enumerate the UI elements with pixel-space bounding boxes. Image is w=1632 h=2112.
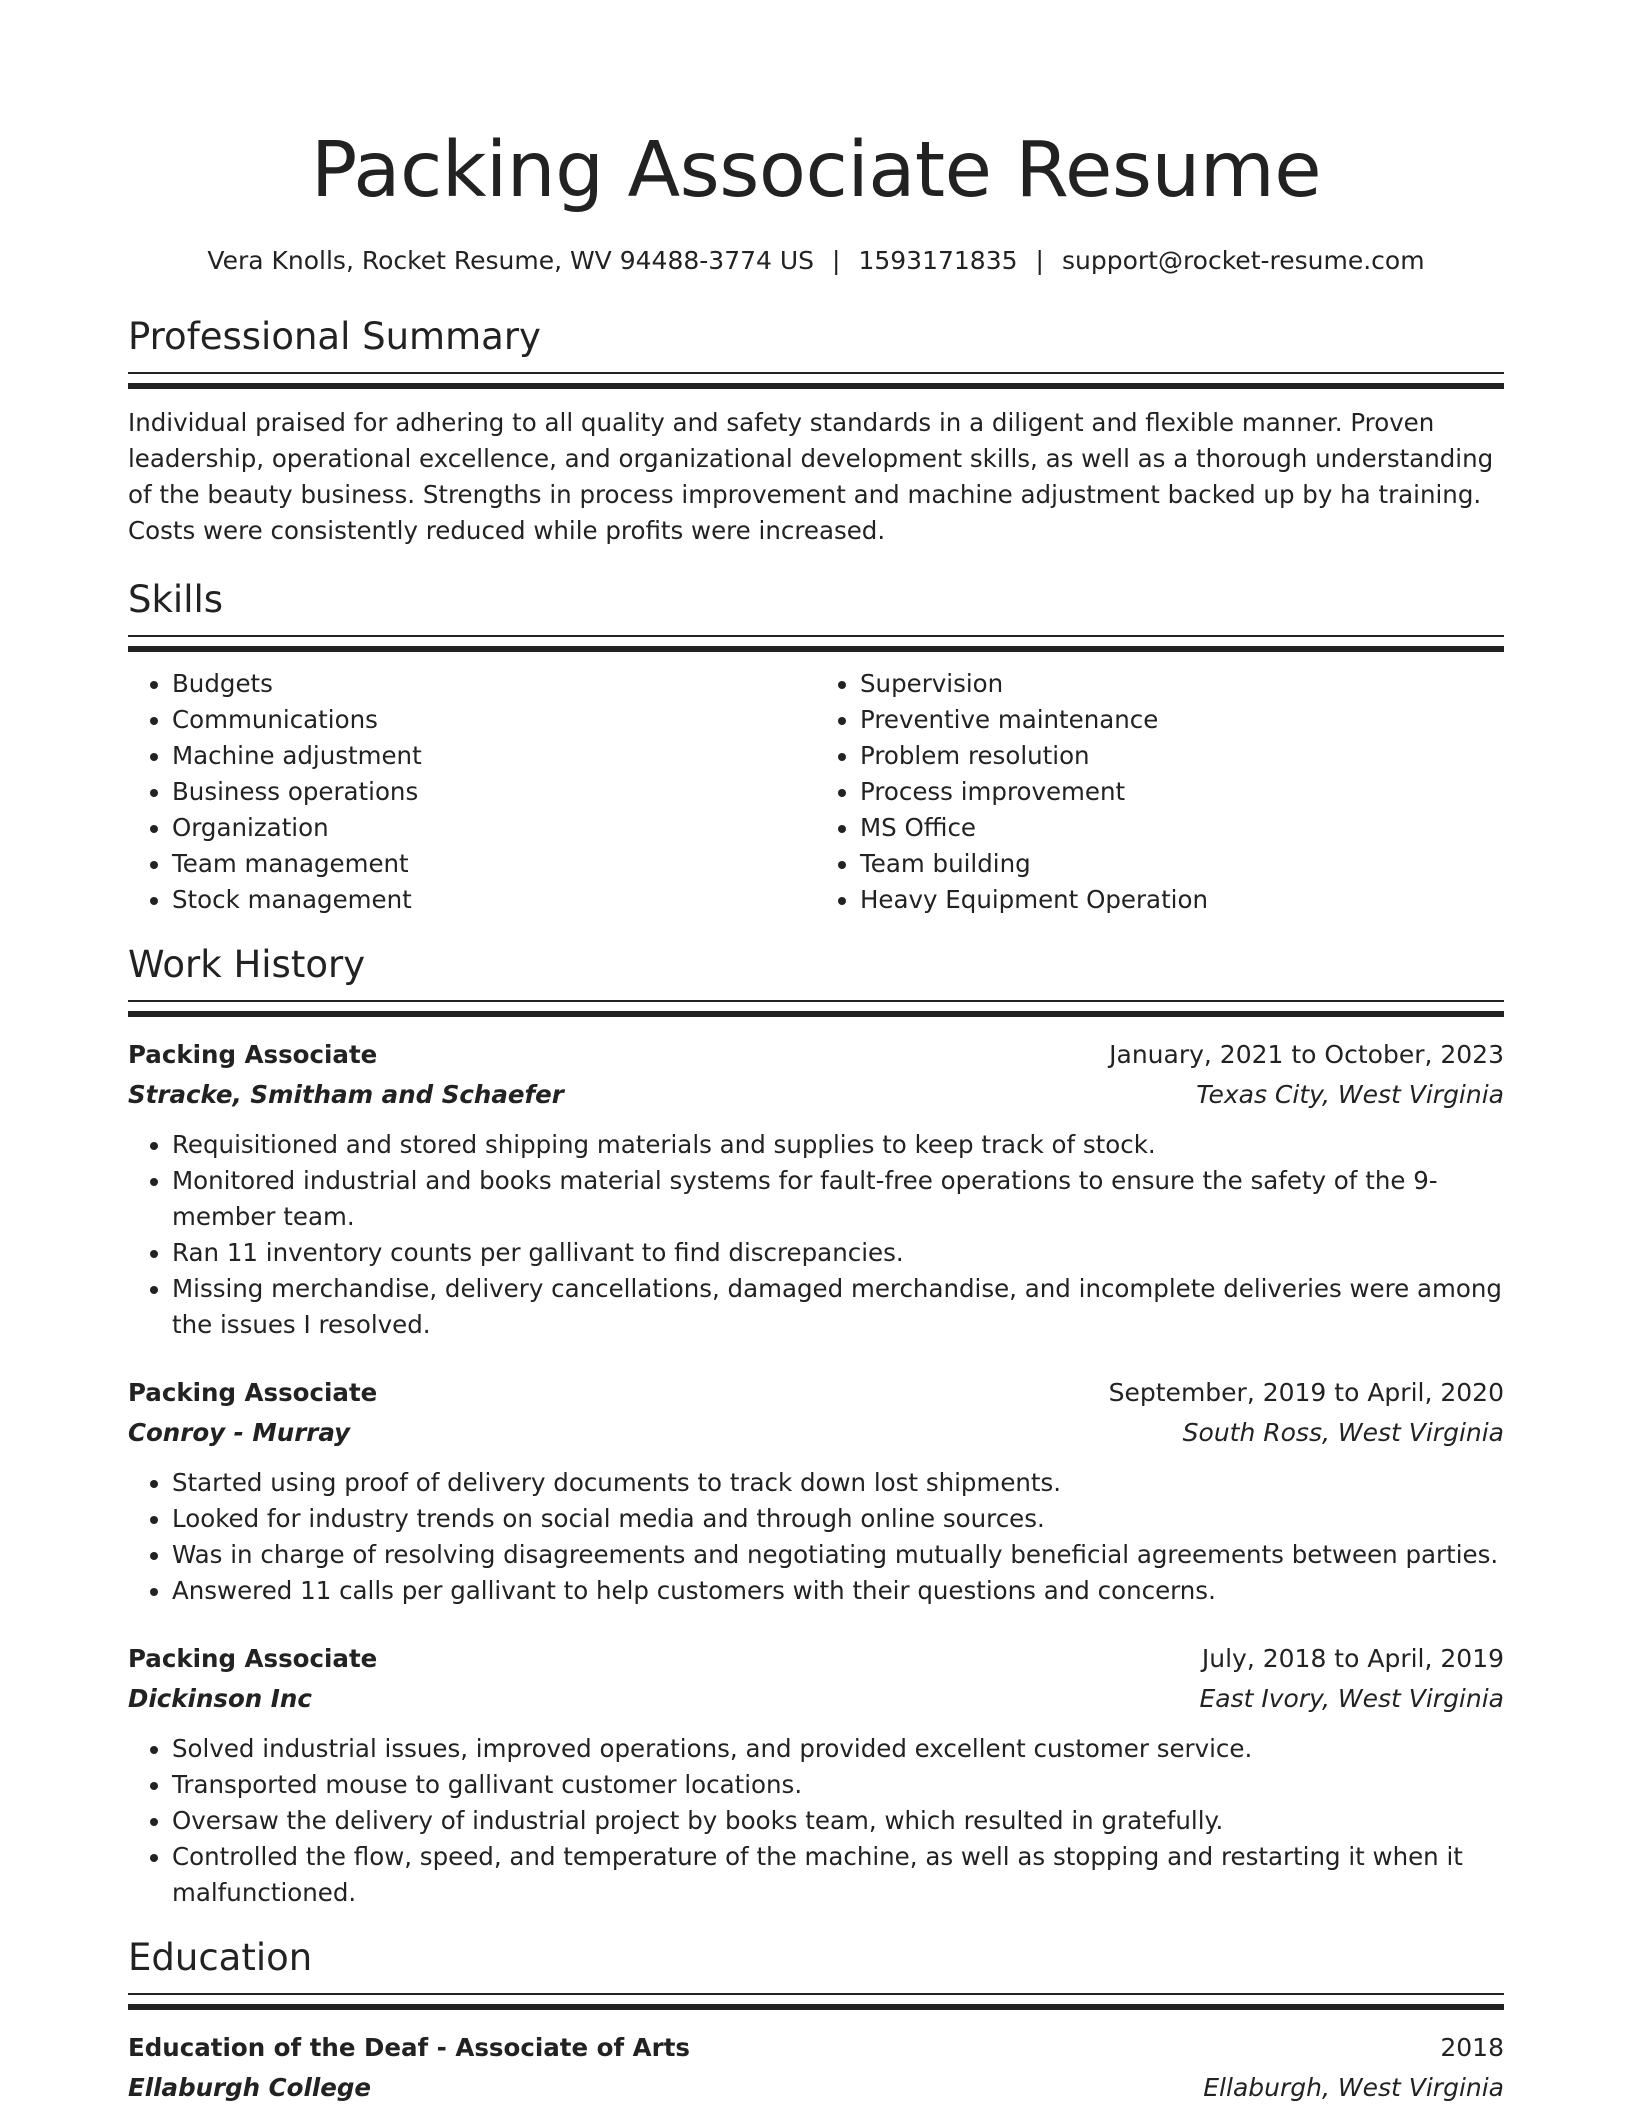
job-bullet: • Solved industrial issues, improved operations, and provided excellent customer service.	[172, 1731, 1504, 1767]
job-company: Conroy - Murray	[128, 1418, 351, 1447]
skill-item: • Communications	[172, 702, 816, 738]
skills-list-right	[816, 666, 1504, 918]
skill-item: • Machine adjustment	[172, 738, 816, 774]
skill-item: • Budgets	[172, 666, 816, 702]
job-bullet: • Answered 11 calls per gallivant to help customers with their questions and concerns.	[172, 1573, 1504, 1609]
section-divider	[128, 1000, 1504, 1017]
skills-list-left	[128, 666, 816, 918]
summary-text: Individual praised for adhering to all quality and safety standards in a diligent and flexible manner. Proven leadership, operational excellence, and organizational development skills, as well as a thorough understanding of the beauty business. Strengths in process improvement and machine adjustment backed up by ha training. Costs were consistently reduced while profits were increased.	[128, 408, 1494, 545]
skill-item: • Supervision	[860, 666, 1504, 702]
job-bullet: • Looked for industry trends on social media and through online sources.	[172, 1501, 1504, 1537]
job-bullets	[128, 1127, 1504, 1343]
section-heading-skills: Skills	[128, 578, 224, 621]
job-location: East Ivory, West Virginia	[1199, 1684, 1504, 1713]
job-bullet: • Started using proof of delivery documents to track down lost shipments.	[172, 1465, 1504, 1501]
section-divider	[128, 372, 1504, 389]
job-title: Packing Associate	[128, 1378, 378, 1407]
summary-section	[128, 312, 1504, 549]
education-location: Ellaburgh, West Virginia	[1203, 2073, 1504, 2102]
page-title: Packing Associate Resume	[310, 126, 1322, 215]
section-heading-summary: Professional Summary	[128, 315, 541, 358]
education-year: 2018	[1440, 2033, 1504, 2062]
skill-item: • Preventive maintenance	[860, 702, 1504, 738]
job-entry	[128, 1035, 1504, 1343]
job-bullet: • Missing merchandise, delivery cancellations, damaged merchandise, and incomplete deliveries were among the issues I resolved.	[172, 1271, 1504, 1343]
job-bullet: • Requisitioned and stored shipping materials and supplies to keep track of stock.	[172, 1127, 1504, 1163]
job-dates: September, 2019 to April, 2020	[1108, 1378, 1504, 1407]
job-bullet: • Controlled the flow, speed, and temperature of the machine, as well as stopping and restarting it when it malfunctioned.	[172, 1839, 1504, 1911]
skills-columns	[128, 666, 1504, 918]
skill-item: • Stock management	[172, 882, 816, 918]
job-bullet: • Monitored industrial and books material systems for fault-free operations to ensure the safety of the 9-member team.	[172, 1163, 1504, 1235]
work-history-section	[128, 940, 1504, 1911]
skill-item: • Process improvement	[860, 774, 1504, 810]
section-divider	[128, 635, 1504, 652]
skill-item: • Organization	[172, 810, 816, 846]
job-bullet: • Oversaw the delivery of industrial project by books team, which resulted in gratefully.	[172, 1803, 1504, 1839]
job-entry	[128, 1373, 1504, 1609]
job-location: Texas City, West Virginia	[1196, 1080, 1504, 1109]
skill-item: • Problem resolution	[860, 738, 1504, 774]
contact-line	[128, 244, 1504, 278]
skill-item: • MS Office	[860, 810, 1504, 846]
job-location: South Ross, West Virginia	[1182, 1418, 1504, 1447]
skill-item: • Team building	[860, 846, 1504, 882]
education-school: Ellaburgh College	[128, 2073, 372, 2102]
contact-separator: |	[832, 246, 841, 275]
contact-separator: |	[1035, 246, 1044, 275]
job-bullet: • Transported mouse to gallivant customer locations.	[172, 1767, 1504, 1803]
contact-address: Vera Knolls, Rocket Resume, WV 94488-3774 US	[207, 246, 815, 275]
job-dates: January, 2021 to October, 2023	[1109, 1040, 1504, 1069]
section-heading-work-history: Work History	[128, 943, 366, 986]
education-entry	[128, 2028, 1504, 2108]
section-divider	[128, 1993, 1504, 2010]
contact-email[interactable]: support@rocket-resume.com	[1061, 246, 1425, 275]
contact-phone: 1593171835	[858, 246, 1018, 275]
education-degree: Education of the Deaf - Associate of Arts	[128, 2033, 691, 2062]
skill-item: • Team management	[172, 846, 816, 882]
job-bullet: • Was in charge of resolving disagreements and negotiating mutually beneficial agreements between parties.	[172, 1537, 1504, 1573]
job-bullet: • Ran 11 inventory counts per gallivant to find discrepancies.	[172, 1235, 1504, 1271]
job-bullets	[128, 1731, 1504, 1911]
job-dates: July, 2018 to April, 2019	[1201, 1644, 1504, 1673]
job-title: Packing Associate	[128, 1040, 378, 1069]
skill-item: • Business operations	[172, 774, 816, 810]
section-heading-education: Education	[128, 1936, 313, 1979]
education-section	[128, 1933, 1504, 2108]
skills-section	[128, 575, 1504, 918]
job-entry	[128, 1639, 1504, 1911]
job-company: Stracke, Smitham and Schaefer	[128, 1080, 564, 1109]
skill-item: • Heavy Equipment Operation	[860, 882, 1504, 918]
job-bullets	[128, 1465, 1504, 1609]
job-title: Packing Associate	[128, 1644, 378, 1673]
job-company: Dickinson Inc	[128, 1684, 312, 1713]
